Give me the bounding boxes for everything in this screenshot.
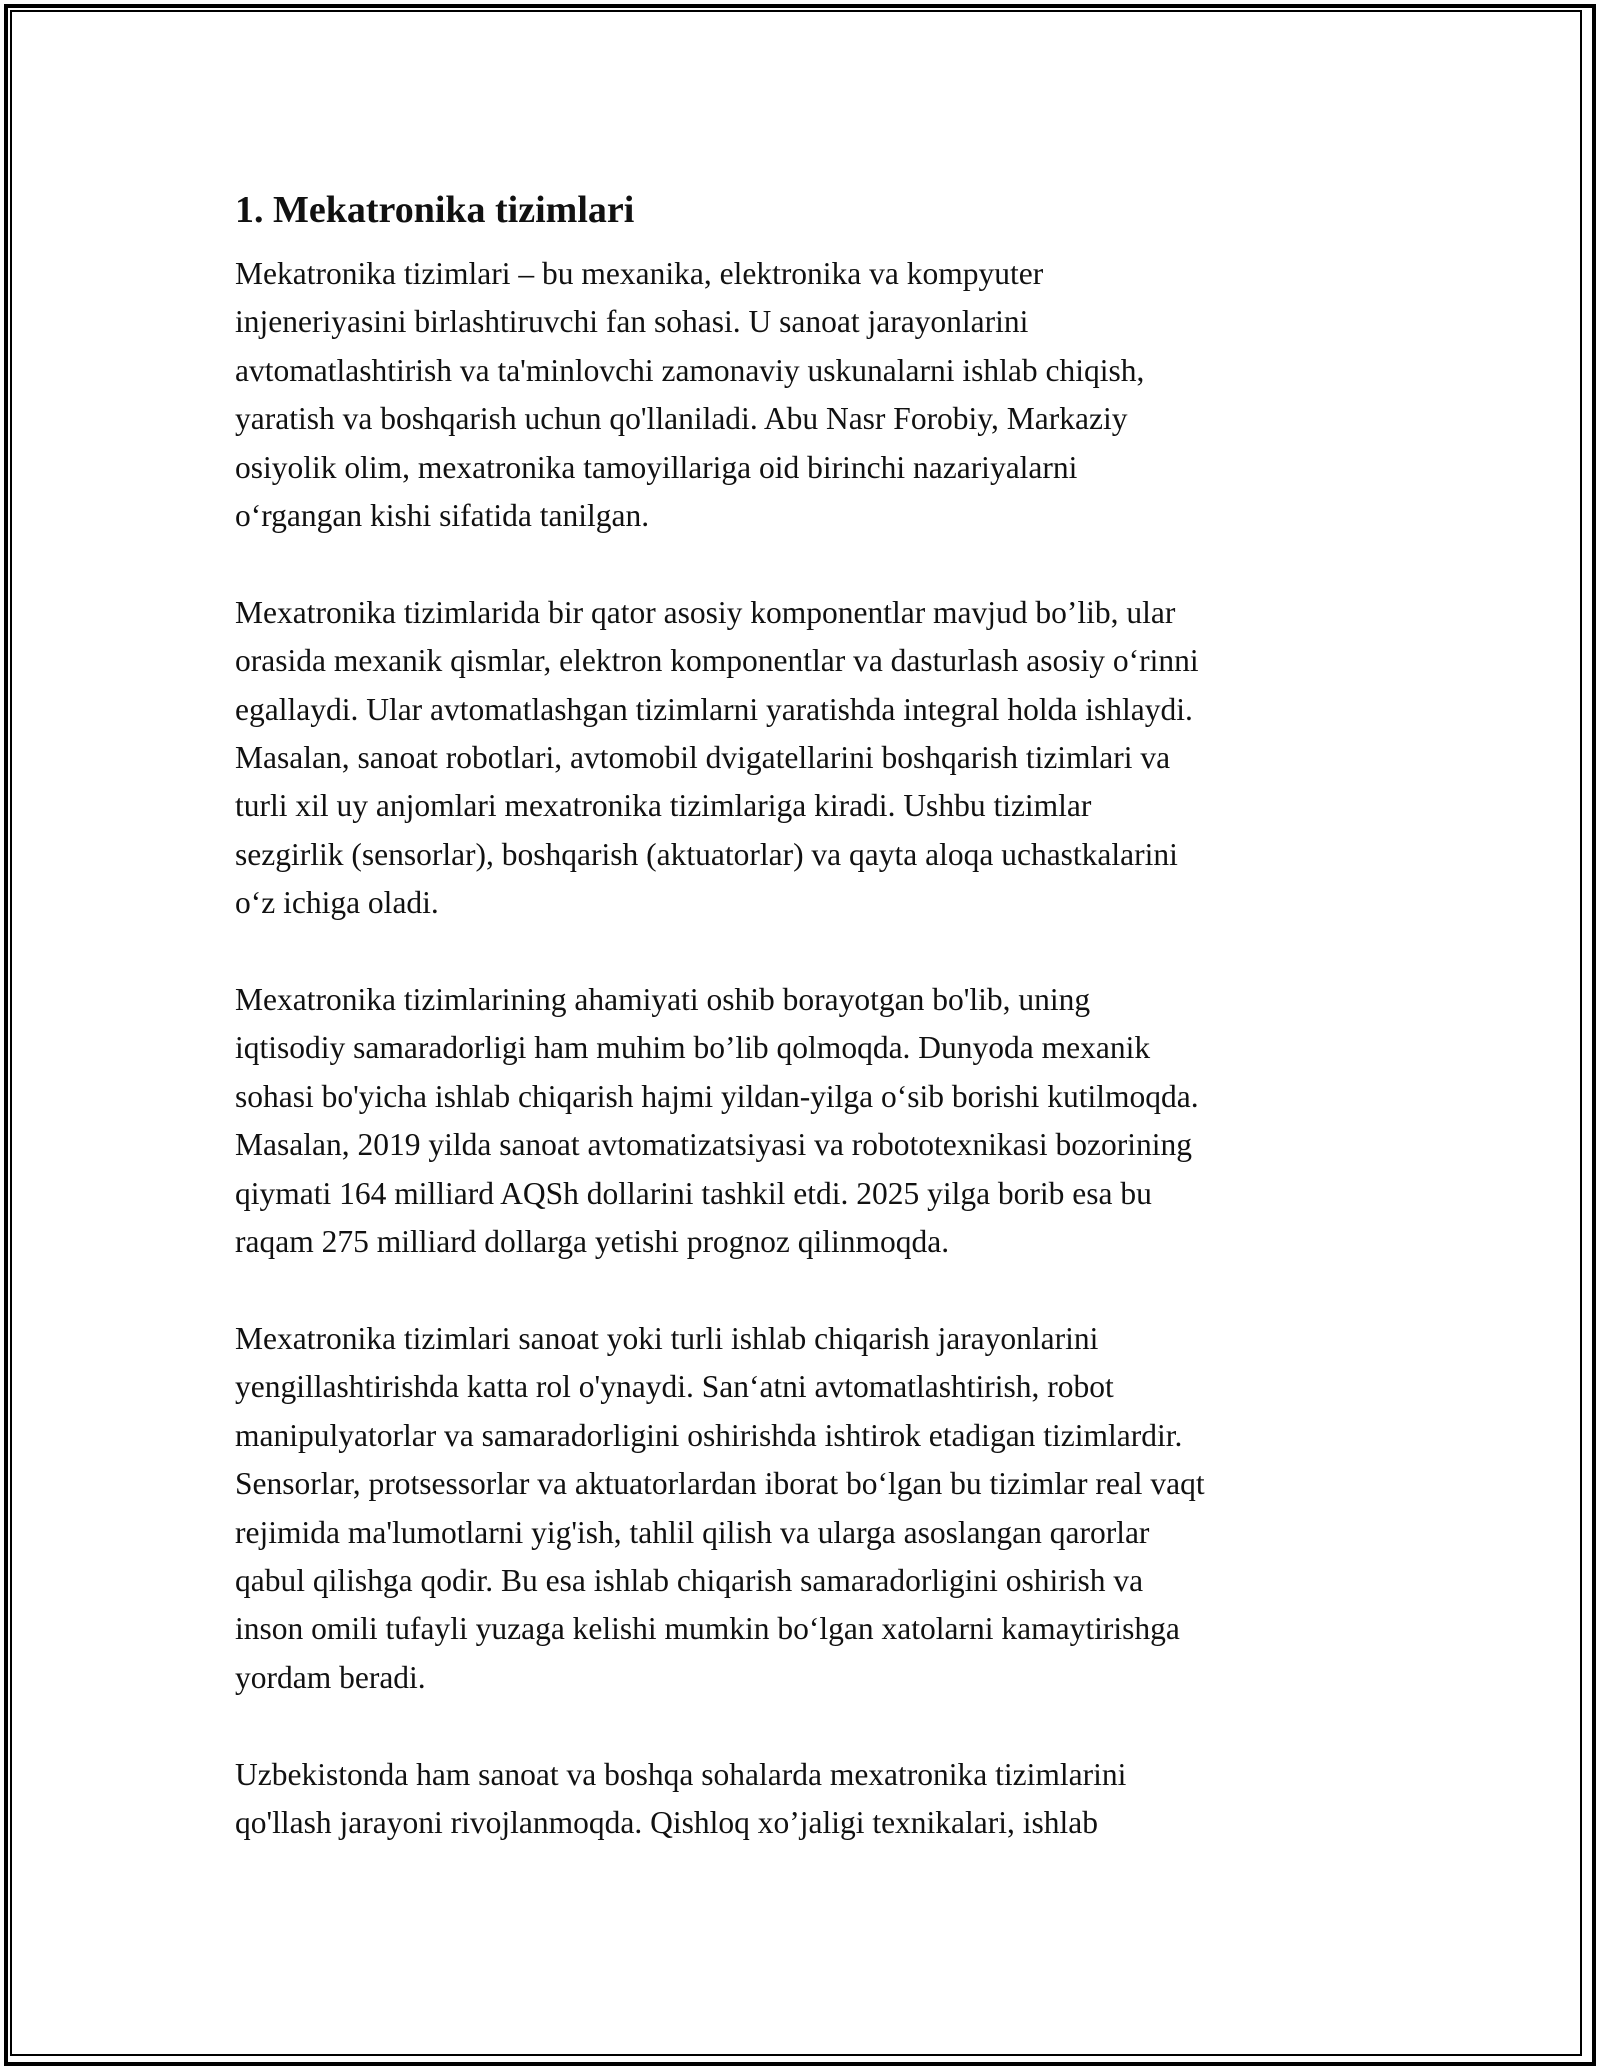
text-line: yengillashtirishda katta rol o'ynaydi. San‘atni avtomatlashtirish, robot [235,1369,1114,1405]
text-line: Masalan, 2019 yilda sanoat avtomatizatsiyasi va robototexnikasi bozorining [235,1127,1193,1163]
text-line: egallaydi. Ular avtomatlashgan tizimlarni yaratishda integral holda ishlaydi. [235,691,1193,727]
text-line: sezgirlik (sensorlar), boshqarish (aktuatorlar) va qayta aloqa uchastkalarini [235,836,1178,872]
text-line: qo'llash jarayoni rivojlanmoqda. Qishloq xo’jaligi texnikalari, ishlab [235,1804,1099,1840]
text-line: qabul qilishga qodir. Bu esa ishlab chiqarish samaradorligini oshirish va [235,1562,1144,1598]
paragraph [235,1315,1385,1702]
text-line: Mexatronika tizimlarining ahamiyati oshib borayotgan bo'lib, uning [235,982,1091,1018]
text-line: osiyolik olim, mexatronika tamoyillariga oid birinchi nazariyalarni [235,449,1078,485]
paragraph [235,250,1385,540]
text-line: o‘rgangan kishi sifatida tanilgan. [235,498,650,534]
text-line: yordam beradi. [235,1659,426,1695]
text-line: Mexatronika tizimlarida bir qator asosiy komponentlar mavjud bo’lib, ular [235,594,1176,630]
text-line: orasida mexanik qismlar, elektron komponentlar va dasturlash asosiy o‘rinni [235,643,1199,679]
text-line: raqam 275 milliard dollarga yetishi prognoz qilinmoqda. [235,1224,950,1260]
text-line: turli xil uy anjomlari mexatronika tizimlariga kiradi. Ushbu tizimlar [235,788,1092,824]
section-title: 1. Mekatronika tizimlari [235,189,635,231]
text-line: sohasi bo'yicha ishlab chiqarish hajmi yildan-yilga o‘sib borishi kutilmoqda. [235,1078,1199,1114]
text-line: qiymati 164 milliard AQSh dollarini tashkil etdi. 2025 yilga borib esa bu [235,1175,1152,1211]
text-line: Masalan, sanoat robotlari, avtomobil dvigatellarini boshqarish tizimlari va [235,740,1171,776]
text-line: o‘z ichiga oladi. [235,885,439,921]
text-line: avtomatlashtirish va ta'minlovchi zamonaviy uskunalarni ishlab chiqish, [235,352,1145,388]
text-line: manipulyatorlar va samaradorligini oshirishda ishtirok etadigan tizimlardir. [235,1417,1183,1453]
text-line: iqtisodiy samaradorligi ham muhim bo’lib qolmoqda. Dunyoda mexanik [235,1030,1151,1066]
text-line: Mexatronika tizimlari sanoat yoki turli ishlab chiqarish jarayonlarini [235,1320,1099,1356]
paragraph [235,976,1385,1266]
text-line: yaratish va boshqarish uchun qo'llaniladi. Abu Nasr Forobiy, Markaziy [235,401,1128,437]
document-body [235,180,1385,1896]
paragraph [235,1751,1385,1848]
text-line: rejimida ma'lumotlarni yig'ish, tahlil qilish va ularga asoslangan qarorlar [235,1514,1150,1550]
text-line: Mekatronika tizimlari – bu mexanika, elektronika va kompyuter [235,256,1044,291]
text-line: injeneriyasini birlashtiruvchi fan sohasi. U sanoat jarayonlarini [235,304,1029,340]
paragraph [235,589,1385,928]
text-line: inson omili tufayli yuzaga kelishi mumkin bo‘lgan xatolarni kamaytirishga [235,1611,1180,1647]
text-line: Sensorlar, protsessorlar va aktuatorlardan iborat bo‘lgan bu tizimlar real vaqt [235,1466,1205,1502]
text-line: Uzbekistonda ham sanoat va boshqa sohalarda mexatronika tizimlarini [235,1756,1127,1792]
paragraph-container [235,250,1385,1847]
